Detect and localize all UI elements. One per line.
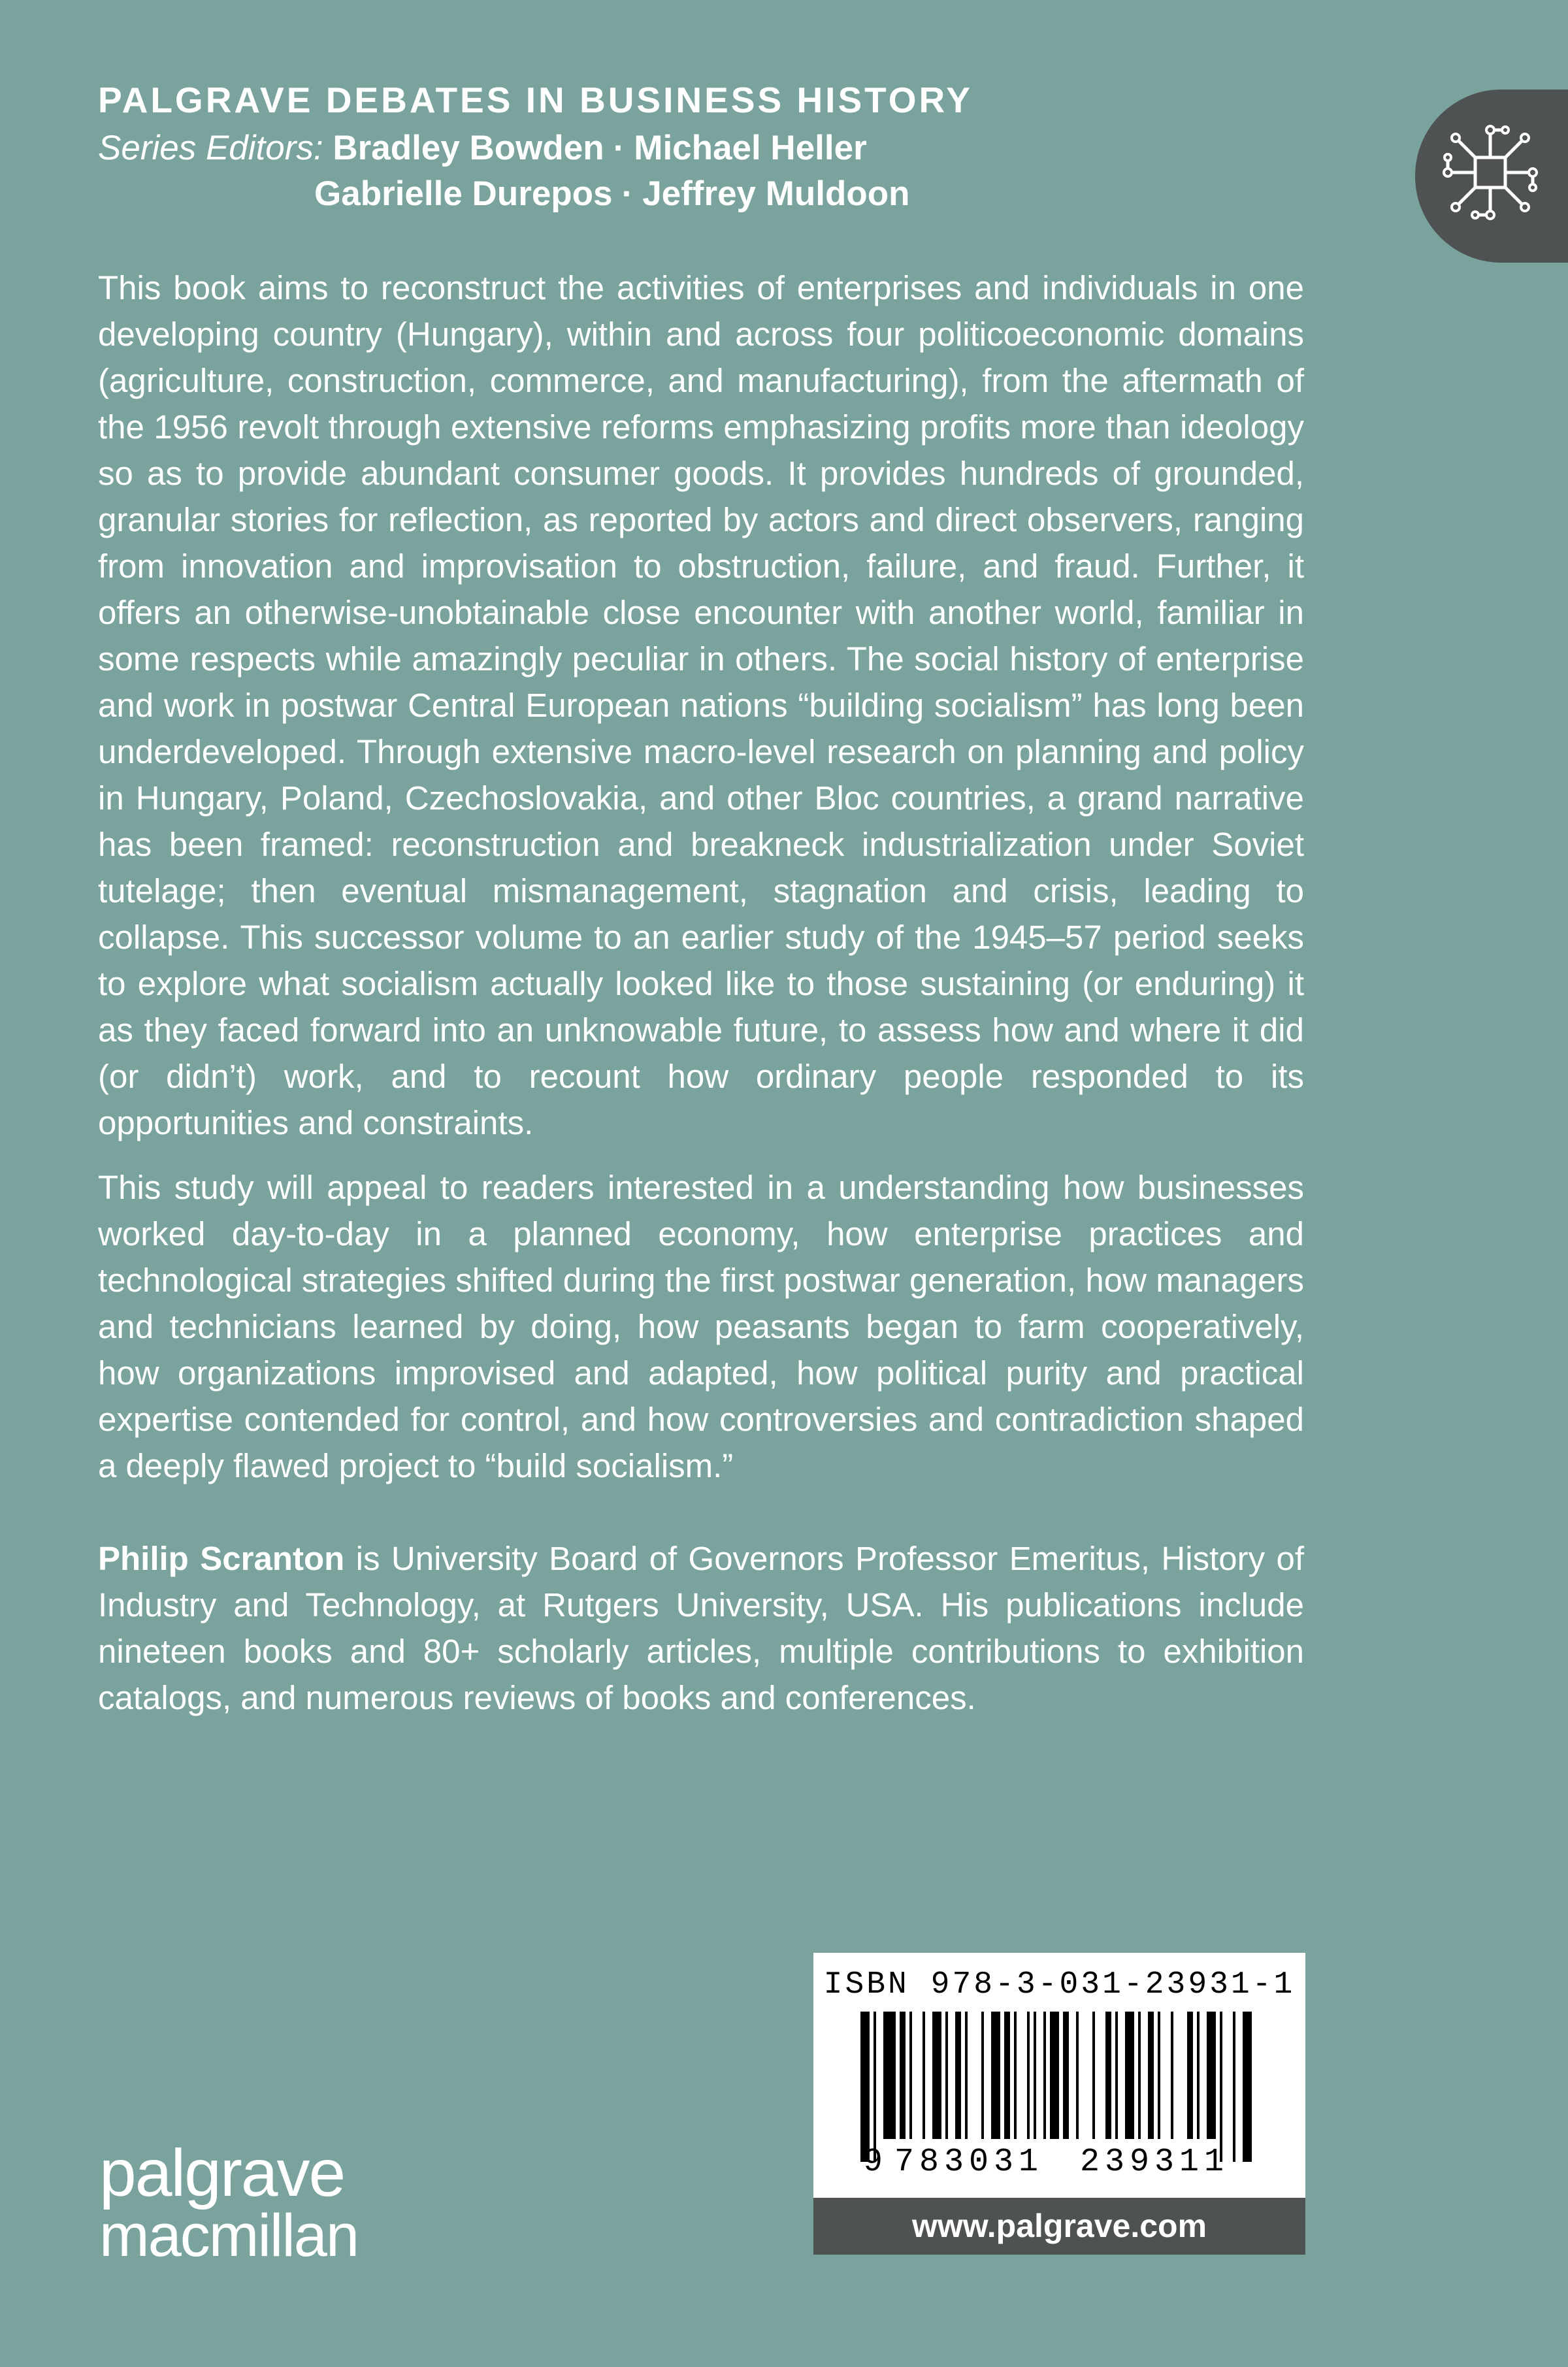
barcode-bar xyxy=(1197,2012,1200,2139)
author-name: Philip Scranton xyxy=(98,1540,345,1577)
barcode-bar xyxy=(1171,2012,1173,2139)
barcode-bar xyxy=(1004,2012,1010,2139)
barcode-bar xyxy=(1233,2012,1235,2162)
publisher-url[interactable]: www.palgrave.com xyxy=(813,2198,1305,2255)
barcode-bar xyxy=(1158,2012,1160,2139)
isbn-barcode xyxy=(860,2012,1259,2162)
barcode-bar xyxy=(1092,2012,1095,2139)
editor-name: Jeffrey Muldoon xyxy=(642,174,910,213)
barcode-bar xyxy=(1220,2012,1222,2162)
barcode-bar xyxy=(991,2012,1000,2139)
barcode-bar xyxy=(900,2012,906,2139)
barcode-bar xyxy=(1076,2012,1079,2139)
description-paragraph-1: This book aims to reconstruct the activities of enterprises and individuals in one developing country (Hungary), within and across four politicoeconomic domains (agriculture, construction, commerce, and manufacturing), from the aftermath of the 1956 revolt through extensive reforms emphasizing profits more than ideology so as to provide abundant consumer goods. It provides hundreds of grounded, granular stories for reflection, as reported by actors and direct observers, ranging from innovation and improvisation to obstruction, failure, and fraud. Further, it offers an otherwise-unobtainable close encounter with another world, familiar in some respects while amazingly peculiar in others. The social history of enterprise and work in postwar Central European nations “building socialism” has long been underdeveloped. Through extensive macro-level research on planning and policy in Hungary, Poland, Czechoslovakia, and other Bloc countries, a grand narrative has been framed: reconstruction and breakneck industrialization under Soviet tutelage; then eventual mismanagement, stagnation and crisis, leading to collapse. This successor volume to an earlier study of the 1945–57 period seeks to explore what socialism actually looked like to those sustaining (or enduring) it as they faced forward into an unknowable future, to assess how and where it did (or didn’t) work, and to recount how ordinary people responded to its opportunities and constraints. xyxy=(98,269,1304,1141)
publisher-logo-line-1: palgrave xyxy=(99,2136,345,2210)
series-editors-label: Series Editors: xyxy=(98,129,323,167)
publisher-mark-tab xyxy=(1415,90,1568,263)
editor-name: Gabrielle Durepos xyxy=(314,174,613,213)
barcode-digits-left: 783031 xyxy=(894,2144,1044,2181)
editor-name: Bradley Bowden xyxy=(333,129,604,167)
barcode-bar xyxy=(923,2012,925,2139)
author-bio-text: is University Board of Governors Professor Emeritus, History of Industry and Technology, at Rutgers University, USA. His publications include nineteen books and 80+ scholarly articles, multiple contributions to exhibition catalogs, and numerous reviews of books and conferences. xyxy=(98,1540,1304,1716)
separator-dot: · xyxy=(613,129,625,167)
description-paragraph-2: This study will appeal to readers interested in a understanding how businesses worked day-to-day in a planned economy, how enterprise practices and technological strategies shifted during the first postwar generation, how managers and technicians learned by doing, how peasants began to farm cooperatively, how organizations improvised and adapted, how political purity and practical expertise contended for control, and how controversies and contradiction shaped a deeply flawed project to “build socialism.” xyxy=(98,1169,1304,1484)
publisher-logo xyxy=(99,2136,359,2269)
isbn-barcode-box xyxy=(813,1953,1305,2198)
barcode-bar xyxy=(860,2012,870,2162)
isbn-label: ISBN 978-3-031-23931-1 xyxy=(823,1967,1296,2002)
barcode-bar xyxy=(1043,2012,1046,2139)
editor-name: Michael Heller xyxy=(634,129,867,167)
barcode-bar xyxy=(1034,2012,1036,2139)
barcode-digit-first: 9 xyxy=(863,2144,883,2181)
barcode-bar xyxy=(1243,2012,1252,2162)
barcode-bar xyxy=(909,2012,912,2139)
barcode-bar xyxy=(1105,2012,1111,2139)
barcode-bar xyxy=(932,2012,941,2139)
barcode-bar xyxy=(1138,2012,1141,2139)
barcode-bar xyxy=(1063,2012,1069,2139)
barcode-bar xyxy=(1187,2012,1193,2139)
barcode-bar xyxy=(1115,2012,1118,2139)
barcode-bar xyxy=(965,2012,968,2139)
barcode-bar xyxy=(981,2012,984,2139)
series-title: PALGRAVE DEBATES IN BUSINESS HISTORY xyxy=(98,80,973,120)
publisher-logo-line-2: macmillan xyxy=(99,2202,359,2269)
separator-dot: · xyxy=(621,174,634,213)
palgrave-network-icon xyxy=(1441,123,1539,221)
barcode-bar xyxy=(1027,2012,1030,2139)
author-bio xyxy=(98,1535,1304,1721)
barcode-bar xyxy=(955,2012,961,2139)
series-editors-line-1 xyxy=(98,125,867,171)
barcode-bar xyxy=(883,2012,896,2139)
barcode-bar xyxy=(874,2012,876,2162)
barcode-bar xyxy=(1207,2012,1216,2139)
barcode-bar xyxy=(945,2012,948,2139)
barcode-bar xyxy=(1050,2012,1059,2139)
barcode-bar xyxy=(1148,2012,1154,2139)
barcode-digits-right: 239311 xyxy=(1080,2144,1230,2181)
series-editors-line-2 xyxy=(314,171,910,217)
barcode-bar xyxy=(1014,2012,1017,2139)
barcode-bar xyxy=(1125,2012,1134,2139)
